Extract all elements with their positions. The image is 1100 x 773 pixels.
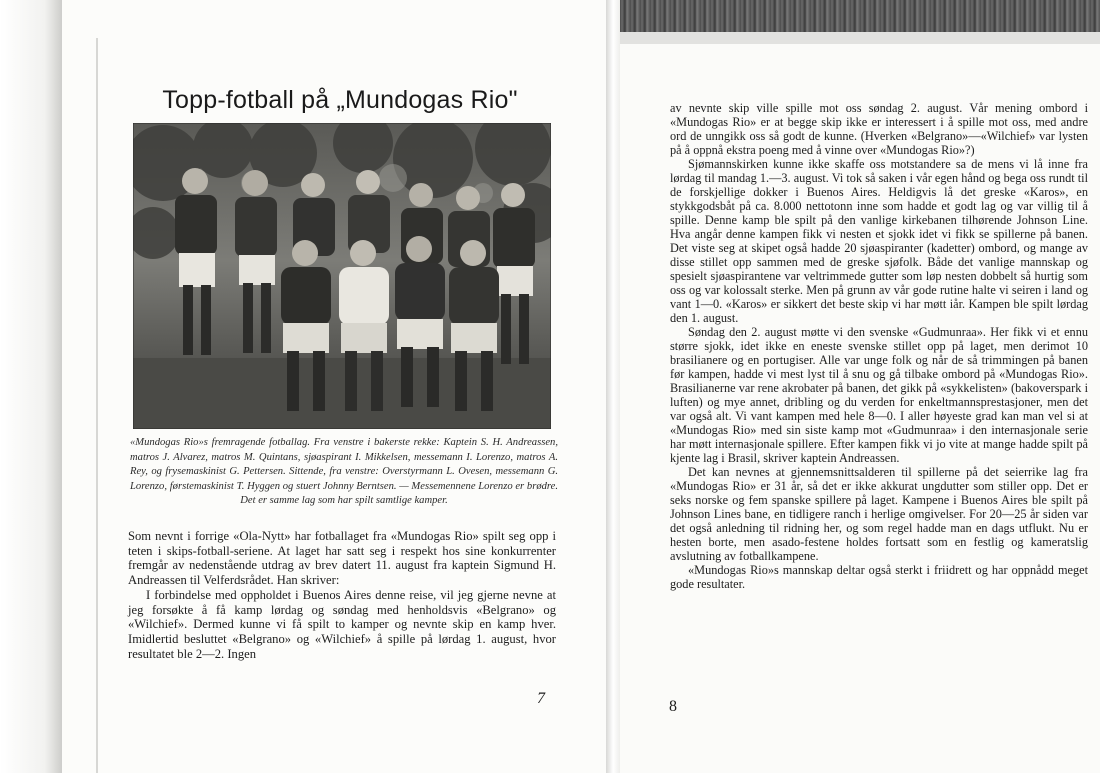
scan-left-margin: [0, 0, 64, 773]
left-paragraph-2: I forbindelse med oppholdet i Buenos Aires denne reise, vil jeg gjerne nevne at jeg forsøkte å få kamp lørdag og søndag med henholdsvis «Belgrano» og «Wilchief». Dermed kunne vi få spilt to kamper og nevnte skip en kamp hver. Imidlertid besluttet «Belgrano» og «Wilchief» å spille på lørdag 1. august, hvor resultatet ble 2—2. Ingen: [128, 587, 556, 661]
photo-caption: «Mundogas Rio»s fremragende fotballag. Fra venstre i bakerste rekke: Kaptein S. H. Andreassen, matros J. Alvarez, matros M. Quintans, sjøaspirant I. Mikkelsen, messemann I. Lorenzo, matros A. Rey, og frysemaskinist G. Pettersen. Sittende, fra venstre: Overstyrmann L. Ovesen, messemann G. Lorenzo, førstemaskinist T. Hyggen og stuert Johnny Berntsen. — Messemennene Lorenzo er brødre. Det er samme lag som har spilt samtlige kamper.: [130, 437, 558, 507]
left-page-body: [128, 529, 556, 661]
page-number-left: 7: [537, 690, 545, 707]
team-photo-illustration: [133, 123, 551, 429]
left-paragraph-1: Som nevnt i forrige «Ola-Nytt» har fotballaget fra «Mundogas Rio» spilt seg opp i teten i skips-fotball-seriene. At laget har satt seg i respekt hos sine konkurrenter fremgår av nedenstående utdrag av brev datert 11. august fra kaptein Sigmund H. Andreassen til Velferdsrådet. Han skriver:: [128, 529, 556, 588]
right-paragraph-4: Det kan nevnes at gjennemsnittsalderen til spillerne på det seierrike lag fra «Mundogas Rio» er 31 år, så det er ikke akkurat ungdutter som stiller opp. Det er seks norske og fem spanske spillere på laget. Kampene i Buenos Aires ble spilt på Johnson Lines bane, en tidligere ranch i herlige omgivelser. For 20—25 år siden var det også anledning til ridning her, og som regel hadde man en dags utflukt. Nu er hesten borte, men asado-festene holdes fortsatt som en festlig og kameratslig avslutning av fotballkampene.: [670, 465, 1088, 563]
scan-top-edge-right: [620, 0, 1100, 44]
right-paragraph-2: Sjømannskirken kunne ikke skaffe oss motstandere sa de mens vi lå inne fra lørdag til mandag 1.—3. august. Vi tok så saken i vår egen hånd og bega oss rundt til de forskjellige dokker i Buenos Aires. Heldigvis lå det greske «Karos», en stykkgodsbåt på ca. 8.000 nettotonn inne som hadde et godt lag og var villig til å spille. Denne kamp ble spilt på den vanlige kirkebanen tilhørende Johnson Line. Hva angår denne kampen fikk vi nesten et sjokk idet vi fikk se spillerne på banen. Det viste seg at skipet også hadde 20 sjøaspiranter (kadetter) ombord, og mange av disse stillet opp sammen med de greske sjøfolk. Både det vanlige mannskap og spesielt sjøaspirantene var veltrimmede gutter som løp nesten dobbelt så hurtig som oss og var kolossalt sterke. Men på grunn av vår gode rutine halte vi seiren i land og vant 1—0. «Karos» er sikkert det beste skip vi har møtt iår. Kampen ble spilt lørdag den 1. august.: [670, 157, 1088, 325]
article-title: Topp-fotball på „Mundogas Rio": [162, 86, 518, 114]
right-paragraph-1: av nevnte skip ville spille mot oss søndag 2. august. Vår mening ombord i «Mundogas Rio» er at begge skip ikke er interessert i å spille mot oss, med andre ord de unngikk oss så godt de kunne. (Hverken «Belgrano»—«Wilchief» var lysten på å oppnå ekstra poeng med å vinne over «Mundogas Rio»?): [670, 101, 1088, 157]
right-paragraph-3: Søndag den 2. august møtte vi den svenske «Gudmunraa». Her fikk vi et ennu større sjokk, idet ikke en eneste svenske stillet opp på laget, men derimot 10 brasilianere og en portugiser. Alle var unge folk og når de så trimmingen på banen før kampen, hadde vi mest lyst til å snu og gå tilbake ombord på «Mundogas Rio». Brasilianerne var rene akrobater på banen, det gikk på «sykkelisten» (bakoverspark i luften) og mye annet, dribling og du verden for enkeltmannsprestasjoner, men det var også alt. Vi vant kampen med hele 8—0. I aller høyeste grad kan man vel si at «Mundogas Rio» med sin siste kamp mot «Gudmunraa» i den internasjonale serie har møtt internasjonale spillere. Efter kampen fikk vi jo vite at mange hadde spilt på kjente lag i Brasil, skriver kaptein Andreassen.: [670, 325, 1088, 465]
right-page-body: [670, 101, 1088, 591]
team-photo: [133, 123, 551, 429]
right-paragraph-5: «Mundogas Rio»s mannskap deltar også sterkt i friidrett og har oppnådd meget gode resultater.: [670, 563, 1088, 591]
page-number-right: 8: [669, 698, 677, 715]
left-page-fold-line: [96, 38, 98, 773]
